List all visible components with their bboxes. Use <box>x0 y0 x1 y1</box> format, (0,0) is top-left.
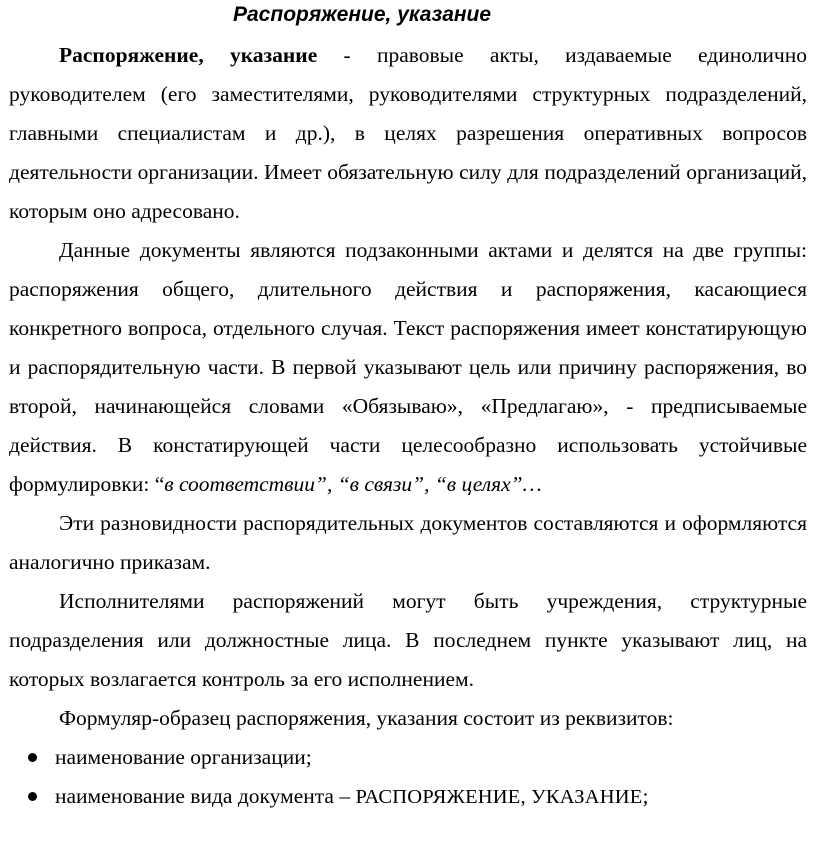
standard-phrases: в соответствии”, “в связи”, “в целях” <box>164 472 523 496</box>
list-item <box>9 738 807 777</box>
list-item <box>9 777 807 817</box>
paragraph-executors: Исполнителями распоряжений могут быть учреждения, структурные подразделения или должностные лица. В последнем пункте указывают лиц, на которых возлагается контроль за его исполнением. <box>9 589 807 691</box>
defined-term: Распоряжение, указание <box>59 43 318 67</box>
bullet-icon <box>28 753 37 762</box>
requisites-list <box>9 738 807 817</box>
list-item-prefix: наименование вида документа – <box>55 784 356 808</box>
list-item-text: наименование организации; <box>55 745 312 769</box>
paragraph-definition <box>9 36 807 231</box>
paragraph-form-intro: Формуляр-образец распоряжения, указания состоит из реквизитов: <box>59 706 674 730</box>
ellipsis: … <box>522 472 542 496</box>
paragraph-varieties: Эти разновидности распорядительных документов составляются и оформляются аналогично приказам. <box>9 511 807 574</box>
paragraph-groups <box>9 231 807 504</box>
groups-text: Данные документы являются подзаконными актами и делятся на две группы: распоряжения общего, длительного действия и распоряжения, касающиеся конкретного вопроса, отдельного случая. Текст распоряжения имеет констатирующую и распорядительную части. В первой указывают цель или причину распоряжения, во второй, начинающейся словами «Обязываю», «Предлагаю», - предписываемые действия. В констатирующей части целесообразно использовать устойчивые формулировки: “ <box>9 238 807 496</box>
document-body <box>9 36 807 817</box>
bullet-icon <box>28 792 37 801</box>
page-title: Распоряжение, указание <box>233 3 492 26</box>
list-item-caps: РАСПОРЯЖЕНИЕ, УКАЗАНИЕ <box>355 786 643 808</box>
list-item-suffix: ; <box>642 784 649 808</box>
definition-text: - правовые акты, издаваемые единолично руководителем (его заместителями, руководителями структурных подразделений, главными специалистам и др.), в целях разрешения оперативных вопросов деятельности организации. Имеет обязательную силу для подразделений организаций, которым оно адресовано. <box>9 43 807 223</box>
